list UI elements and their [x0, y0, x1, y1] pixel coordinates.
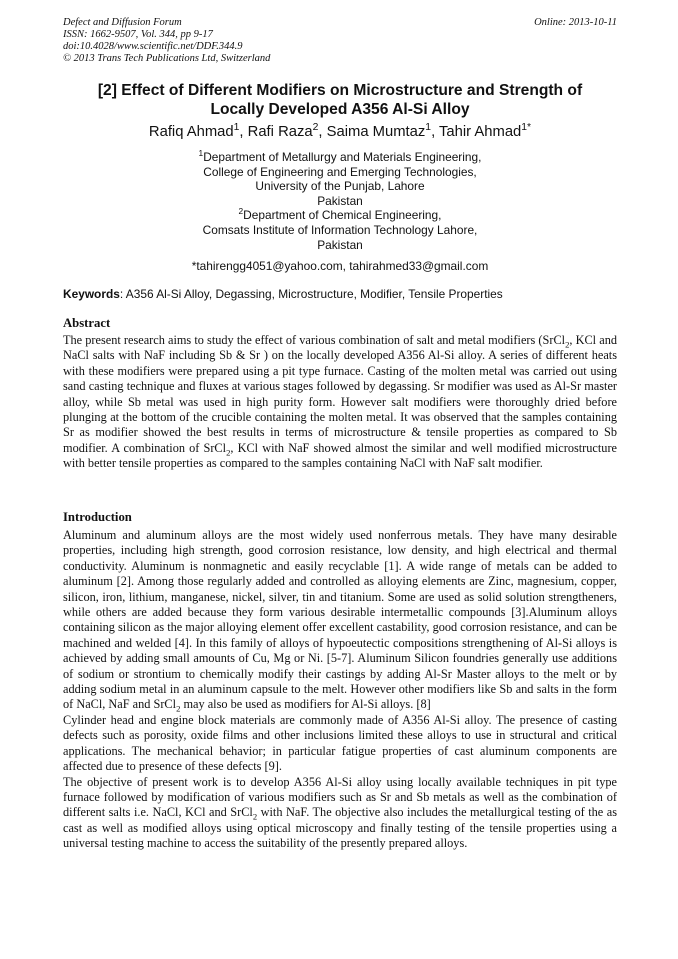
author-separator: ,: [431, 124, 440, 140]
abstract-heading: Abstract: [63, 316, 111, 330]
author-affiliation-mark: 1: [233, 122, 240, 134]
issn-line: ISSN: 1662-9507, Vol. 344, pp 9-17: [63, 29, 213, 40]
author-name: Tahir Ahmad: [439, 124, 522, 140]
affiliation-1-line-4: Pakistan: [317, 193, 363, 208]
paper-title: [63, 81, 617, 119]
title-line-2: Locally Developed A356 Al-Si Alloy: [210, 101, 470, 118]
author-separator: ,: [318, 124, 327, 140]
affiliation-2-line-2: Comsats Institute of Information Technology Lahore,: [202, 222, 478, 237]
introduction-heading: Introduction: [63, 510, 132, 524]
intro-paragraph-1: Aluminum and aluminum alloys are the most widely used nonferrous metals. They have many desirable properties, including high strength, good corrosion resistance, low density, and high electrical and thermal conductivity. Aluminum is nonmagnetic and easily recyclable [1]. A wide range of metals can be added to aluminum [2]. Among those regularly added and controlled as alloying elements are Zinc, magnesium, copper, silicon, iron, lithium, manganese, nickel, silver, tin and titanium. Some are used as solid solution strengtheners, while others are added because they form various desirable intermetallic compounds [3].Aluminum alloys containing silicon as the major alloying element offer excellent castability, good corrosion resistance, and can be machined and welded [4]. In this family of alloys of hypoeutectic compositions strengthening of Al-Si alloys is achieved by adding small amounts of Cu, Mg or Ni. [5-7]. Aluminum Silicon foundries generally use additions of sodium or strontium to chemically modify their castings by adding Al-Sr Master alloys to the melt or by adding sodium metal in an aluminum capsule to the melt. However other modifiers like Sb and salts in the form of NaCl, NaF and SrCl$_2$ may also be used as modifiers for Al-Si alloys. [8]: [63, 528, 617, 714]
online-date: Online: 2013-10-11: [534, 17, 617, 28]
intro-paragraph-2: Cylinder head and engine block materials are commonly made of A356 Al-Si alloy. The presence of casting defects such as porosity, oxide films and other inclusions limited these alloys to use in structural and critical applications. The mechanical behavior; in particular fatigue properties of cast aluminum components are affected due to presence of these defects [9].: [63, 712, 617, 774]
journal-header: [63, 17, 617, 65]
affiliation-2-line-3: Pakistan: [317, 237, 363, 252]
abstract-body: [63, 333, 617, 472]
affiliation-1-line-2: College of Engineering and Emerging Technologies,: [203, 164, 477, 179]
affiliation-1-line-1: $^1$Department of Metallurgy and Materials Engineering,: [198, 148, 482, 164]
intro-paragraph-3: The objective of present work is to develop A356 Al-Si alloy using locally available techniques in pit type furnace followed by modification of various modifiers such as Sr and Sb metals as well as the combination of different salts i.e. NaCl, KCl and SrCl$_2$ with NaF. The objective also includes the metallurgical testing of the as cast as well as modified alloys using optical microscopy and finally testing of the tensile properties using a universal testing machine to access the suitability of the presently prepared alloys.: [63, 774, 617, 851]
title-line-1: [2] Effect of Different Modifiers on Microstructure and Strength of: [97, 82, 583, 99]
keywords-text: : A356 Al-Si Alloy, Degassing, Microstructure, Modifier, Tensile Properties: [119, 287, 503, 301]
author-separator: ,: [239, 124, 248, 140]
author-list: [63, 123, 617, 141]
affiliation-2-mark: 2: [238, 206, 244, 217]
journal-name: Defect and Diffusion Forum: [63, 17, 182, 28]
author-affiliation-mark: 2: [312, 122, 319, 134]
introduction-body: [63, 528, 617, 852]
doi-link[interactable]: doi:10.4028/www.scientific.net/DDF.344.9: [63, 41, 243, 52]
author-affiliation-mark: 1: [425, 122, 432, 134]
keywords-label: Keywords: [63, 287, 120, 301]
copyright-line: © 2013 Trans Tech Publications Ltd, Switzerland: [63, 53, 271, 64]
author-name: Rafi Raza: [247, 124, 313, 140]
affiliations: [63, 150, 617, 252]
author-name: Saima Mumtaz: [326, 124, 426, 140]
affiliation-1-line-3: University of the Punjab, Lahore: [255, 179, 425, 194]
author-name: Rafiq Ahmad: [148, 124, 234, 140]
keywords: [63, 287, 617, 301]
corresponding-email[interactable]: *tahirengg4051@yahoo.com, tahirahmed33@gmail.com: [191, 259, 489, 273]
abstract-paragraph: The present research aims to study the effect of various combination of salt and metal modifiers (SrCl$_2$, KCl and NaCl salts with NaF including Sb & Sr ) on the locally developed A356 Al-Si alloy. A series of different heats with these modifiers were prepared using a pit type furnace. Casting of the molten metal was carried out using sand casting technique and fluxes at various stages followed by degassing. Sr modifier was used as Al-Sr master alloy, while Sb metal was used in high purity form. However salt modifiers were thoroughly dried before plunging at the bottom of the crucible containing the molten metal. It was observed that the samples containing Sr as modifier showed the best results in terms of microstructure & tensile properties as compared to Sb modifier. A combination of SrCl$_2$, KCl with NaF showed almost the similar and well modified microstructure with better tensile properties as compared to the samples containing NaCl with NaF salt modifier.: [63, 333, 617, 471]
author-affiliation-mark: 1*: [521, 122, 532, 134]
affiliation-2-line-1: $^2$Department of Chemical Engineering,: [238, 206, 442, 223]
affiliation-1-mark: 1: [198, 148, 204, 159]
